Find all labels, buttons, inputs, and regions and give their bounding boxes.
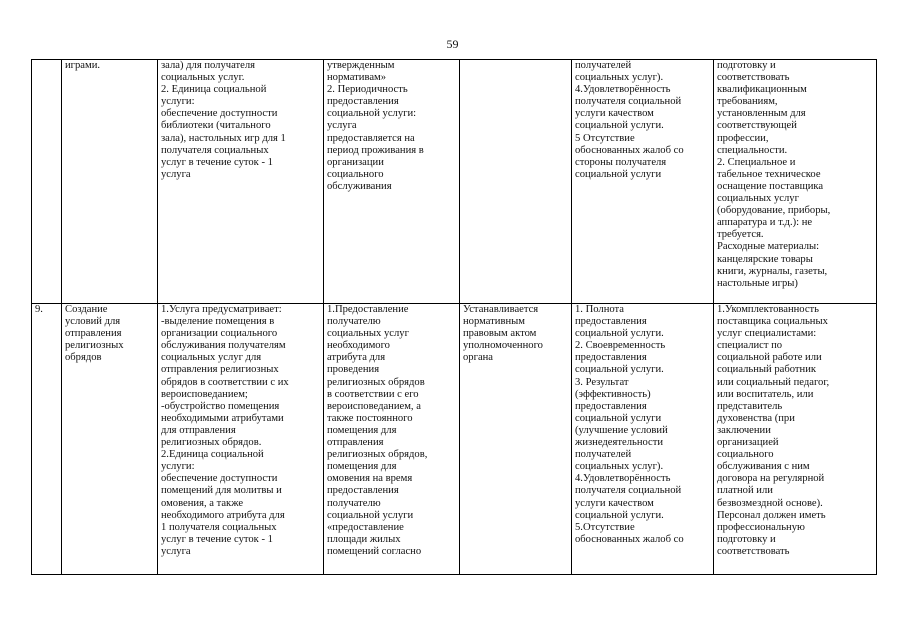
cell-number xyxy=(32,60,62,304)
cell-service-name: Создание условий для отправления религиозных обрядов xyxy=(62,304,158,575)
table-row xyxy=(32,60,877,304)
table-row xyxy=(32,304,877,575)
cell-service-norm xyxy=(460,60,572,304)
cell-conditions: 1.Укомплектованность поставщика социальных услуг специалистами: специалист по социальной работе или социальный работник или социальный педагог, или воспитатель, или представитель духовенства (при заключении организацией социального обслуживания с ним договора на регулярной платной или безвозмездной основе). Персонал должен иметь профессиональную подготовку и соответствовать xyxy=(714,304,877,575)
cell-service-timing: 1.Предоставление получателю социальных услуг необходимого атрибута для проведения религиозных обрядов в соответствии с его вероисповеданием, а также постоянного помещения для отправления религиозных обрядов, помещения для омовения на время предоставления получателю социальной услуги «предоставление площади жилых помещений согласно xyxy=(324,304,460,575)
cell-service-description: зала) для получателя социальных услуг. 2. Единица социальной услуги: обеспечение доступности библиотеки (читального зала), настольных игр для 1 получателя социальных услуг в течение суток - 1 услуга xyxy=(158,60,324,304)
cell-service-timing: утвержденным нормативам» 2. Периодичность предоставления социальной услуги: услуга предоставляется на период проживания в организации социального обслуживания xyxy=(324,60,460,304)
page-number: 59 xyxy=(446,37,459,51)
cell-service-description: 1.Услуга предусматривает: -выделение помещения в организации социального обслуживания получателям социальных услуг для отправления религиозных обрядов в соответствии с их вероисповеданием; -обустройство помещения необходимыми атрибутами для отправления религиозных обрядов. 2.Единица социальной услуги: обеспечение доступности помещений для молитвы и омовения, а также необходимого атрибута для 1 получателя социальных услуг в течение суток - 1 услуга xyxy=(158,304,324,575)
cell-quality-indicators: получателей социальных услуг). 4.Удовлетворённость получателя социальной услуги качеством социальной услуги. 5 Отсутствие обоснованных жалоб со стороны получателя социальной услуги xyxy=(572,60,714,304)
cell-conditions: подготовку и соответствовать квалификационным требованиям, установленным для соответствующей профессии, специальности. 2. Специальное и табельное техническое оснащение поставщика социальных услуг (оборудование, приборы, аппаратура и т.д.): не требуется. Расходные материалы: канцелярские товары книги, журналы, газеты, настольные игры) xyxy=(714,60,877,304)
cell-service-name: играми. xyxy=(62,60,158,304)
services-table xyxy=(31,59,877,575)
cell-quality-indicators: 1. Полнота предоставления социальной услуги. 2. Своевременность предоставления социальной услуги. 3. Результат (эффективность) предоставления социальной услуги (улучшение условий жизнедеятельности получателей социальных услуг). 4.Удовлетворённость получателя социальной услуги качеством социальной услуги. 5.Отсутствие обоснованных жалоб со xyxy=(572,304,714,575)
cell-number: 9. xyxy=(32,304,62,575)
cell-service-norm: Устанавливается нормативным правовым актом уполномоченного органа xyxy=(460,304,572,575)
